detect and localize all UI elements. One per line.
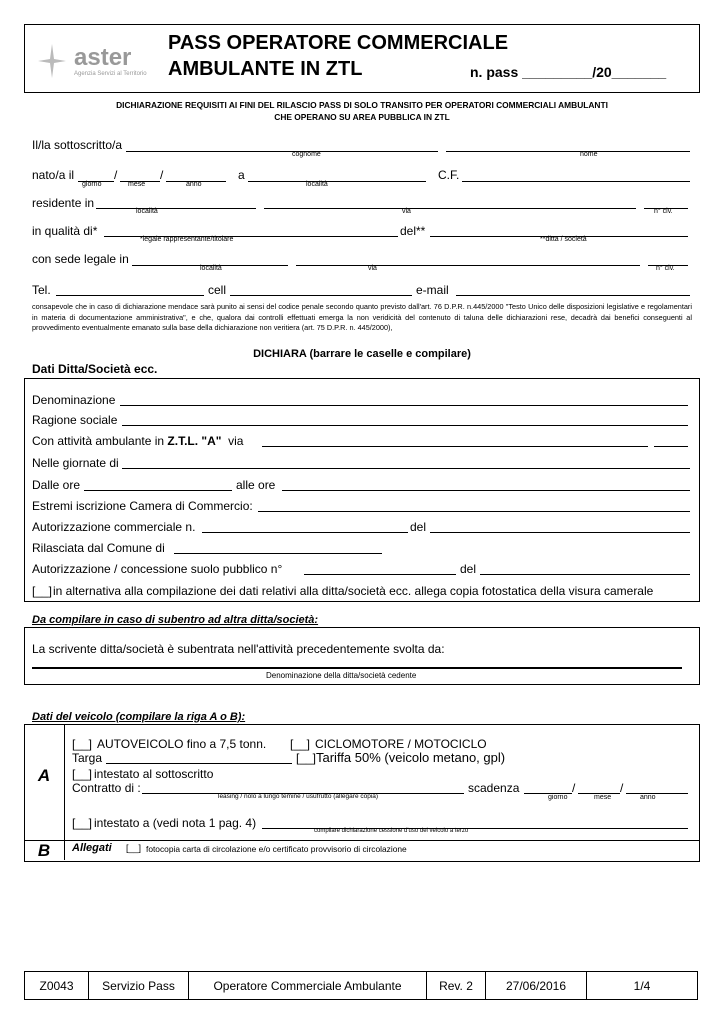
veicolo-row-divider: [24, 840, 699, 841]
ciclomotore-label: CICLOMOTORE / MOTOCICLO: [315, 737, 487, 751]
attivita-label: Con attività ambulante in Z.T.L. "A" via: [32, 434, 244, 448]
email-field[interactable]: [456, 295, 690, 296]
qualita-label: in qualità di*: [32, 224, 98, 238]
disclaimer-text: consapevole che in caso di dichiarazione mendace sarà punito ai sensi del codice penale secondo quanto previsto dall'art. 76 D.P.R. n.445/2000 "Testo Unico delle disposizioni legislative e regolamentari in materia di documentazione amministrativa", e che, qualora dai controlli effettuati emerga la non veridicità del contenuto di taluna delle dichiarazioni rese, decadrà dai benefici conseguenti al provvedimento eventualmente emanato sulla base della dichiarazione non veritiera (art. 75 D.P.R. n. 445/2000),: [32, 302, 692, 332]
attivita-street-field[interactable]: [262, 446, 648, 447]
a-label: a: [238, 168, 245, 182]
localita-caption-2: località: [136, 208, 158, 215]
contratto-label: Contratto di :: [72, 781, 141, 795]
birth-place-field[interactable]: [248, 181, 426, 182]
leasing-caption: leasing / nolo a lungo temine / usufrutto (allegare copia): [218, 793, 379, 800]
allegati-label: Allegati: [72, 842, 112, 854]
ditta-heading: Dati Ditta/Società ecc.: [32, 362, 158, 376]
nome-caption: nome: [580, 151, 598, 158]
ciclomotore-checkbox[interactable]: [__]: [290, 737, 311, 751]
visura-checkbox[interactable]: [__]: [32, 584, 53, 598]
aster-logo: [38, 42, 156, 80]
nato-label: nato/a il: [32, 168, 75, 182]
logo-text: aster: [74, 44, 132, 71]
cell-field[interactable]: [230, 295, 412, 296]
cedente-field[interactable]: [32, 667, 682, 669]
ditta-caption: **ditta / società: [540, 236, 587, 243]
conc-del-label: del: [460, 562, 477, 576]
residence-street-field[interactable]: [264, 208, 636, 209]
compilare-caption: compilare dichiarazione cessione d'uso del veicolo a terzo: [314, 828, 469, 834]
cell-label: cell: [208, 283, 227, 297]
scad-giorno-caption: giorno: [548, 794, 568, 801]
fotocopia-label: fotocopia carta di circolazione e/o certificato provvisorio di circolazione: [146, 844, 407, 854]
intestato-a-label: intestato a (vedi nota 1 pag. 4): [94, 816, 257, 830]
comune-field[interactable]: [174, 553, 382, 554]
anno-caption: anno: [186, 181, 202, 188]
logo-subtitle: Agenzia Servizi al Territorio: [74, 71, 147, 77]
cf-field[interactable]: [462, 181, 690, 182]
cognome-field[interactable]: [126, 151, 438, 152]
declaration-title-2: CHE OPERANO SU AREA PUBBLICA IN ZTL: [274, 112, 450, 122]
autoveicolo-checkbox[interactable]: [__]: [72, 737, 93, 751]
denominazione-field[interactable]: [120, 405, 688, 406]
footer-service: Servizio Pass: [89, 972, 189, 1000]
tariffa-checkbox[interactable]: [__]: [296, 751, 317, 765]
localita-caption-1: località: [306, 181, 328, 188]
dalle-label: Dalle ore: [32, 478, 81, 492]
via-caption-1: via: [402, 208, 411, 215]
sede-label: con sede legale in: [32, 252, 129, 266]
scad-anno-caption: anno: [640, 794, 656, 801]
giorno-caption: giorno: [82, 181, 102, 188]
estremi-label: Estremi iscrizione Camera di Commercio:: [32, 499, 253, 513]
cedente-caption: Denominazione della ditta/società cedente: [266, 671, 417, 680]
footer-doc: Operatore Commerciale Ambulante: [189, 972, 427, 1000]
attivita-civ-field[interactable]: [654, 446, 688, 447]
legale-caption: *legale rappresentante/titolare: [140, 236, 234, 243]
residente-label: residente in: [32, 196, 95, 210]
aut-del-field[interactable]: [430, 532, 690, 533]
subentro-text: La scrivente ditta/società è subentrata nell'attività precedentemente svolta da:: [32, 642, 445, 656]
cf-label: C.F.: [438, 168, 460, 182]
page-title-line2: AMBULANTE IN ZTL: [168, 58, 363, 80]
sottoscritto-label: Il/la sottoscritto/a: [32, 138, 123, 152]
sede-street-field[interactable]: [296, 265, 640, 266]
mese-caption: mese: [128, 181, 146, 188]
alle-field[interactable]: [282, 490, 690, 491]
tel-field[interactable]: [56, 295, 204, 296]
footer-table: [24, 971, 698, 1000]
ragione-field[interactable]: [122, 425, 688, 426]
declaration-title-1: DICHIARAZIONE REQUISITI AI FINI DEL RILASCIO PASS DI SOLO TRANSITO PER OPERATORI COMMERCIALI AMBULANTI: [116, 100, 608, 110]
tariffa-label: Tariffa 50% (veicolo metano, gpl): [316, 750, 506, 765]
veicolo-heading: Dati del veicolo (compilare la riga A o B):: [32, 711, 246, 723]
ragione-label: Ragione sociale: [32, 413, 118, 427]
del-label: del**: [400, 224, 426, 238]
conc-del-field[interactable]: [480, 574, 690, 575]
nciv-caption-2: n° civ.: [656, 265, 675, 272]
giornate-label: Nelle giornate di: [32, 456, 119, 470]
concessione-label: Autorizzazione / concessione suolo pubblico n°: [32, 562, 283, 576]
aut-del-label: del: [410, 520, 427, 534]
tel-label: Tel.: [32, 283, 51, 297]
row-b-label: B: [37, 841, 51, 860]
dalle-field[interactable]: [84, 490, 232, 491]
intestato-a-checkbox[interactable]: [__]: [72, 816, 93, 830]
targa-field[interactable]: [106, 763, 292, 764]
nome-field[interactable]: [446, 151, 690, 152]
targa-label: Targa: [72, 751, 103, 765]
fotocopia-checkbox[interactable]: [__]: [126, 843, 142, 853]
rilasciata-label: Rilasciata dal Comune di: [32, 541, 165, 555]
intestato-label: intestato al sottoscritto: [94, 767, 214, 781]
alternativa-text: in alternativa alla compilazione dei dati relativi alla ditta/società ecc. allega copia fotostatica della visura camerale: [53, 584, 654, 598]
subentro-heading: Da compilare in caso di subentro ad altra ditta/società:: [32, 614, 319, 626]
concessione-field[interactable]: [304, 574, 456, 575]
email-label: e-mail: [416, 283, 449, 297]
residence-city-field[interactable]: [96, 208, 256, 209]
row-a-label: A: [37, 766, 51, 785]
pass-number-field[interactable]: n. pass _________/20_______: [470, 64, 667, 80]
autorizzazione-label: Autorizzazione commerciale n.: [32, 520, 196, 534]
footer-code: Z0043: [25, 972, 89, 1000]
scadenza-label: scadenza: [468, 781, 520, 795]
alle-label: alle ore: [236, 478, 276, 492]
scad-mese-caption: mese: [594, 794, 612, 801]
intestato-checkbox[interactable]: [__]: [72, 767, 93, 781]
giornate-field[interactable]: [122, 468, 690, 469]
via-caption-2: via: [368, 265, 377, 272]
nciv-caption-1: n° civ.: [654, 208, 673, 215]
page-title-line1: PASS OPERATORE COMMERCIALE: [168, 32, 509, 54]
footer-page: 1/4: [587, 972, 698, 1000]
estremi-field[interactable]: [258, 511, 690, 512]
autorizzazione-field[interactable]: [202, 532, 408, 533]
denominazione-label: Denominazione: [32, 393, 116, 407]
footer-rev: Rev. 2: [427, 972, 486, 1000]
footer-date: 27/06/2016: [486, 972, 587, 1000]
autoveicolo-label: AUTOVEICOLO fino a 7,5 tonn.: [97, 737, 267, 751]
localita-caption-3: località: [200, 265, 222, 272]
scadenza-year-field[interactable]: [626, 793, 688, 794]
cognome-caption: cognome: [292, 151, 321, 158]
dichiara-heading: DICHIARA (barrare le caselle e compilare): [253, 348, 471, 360]
